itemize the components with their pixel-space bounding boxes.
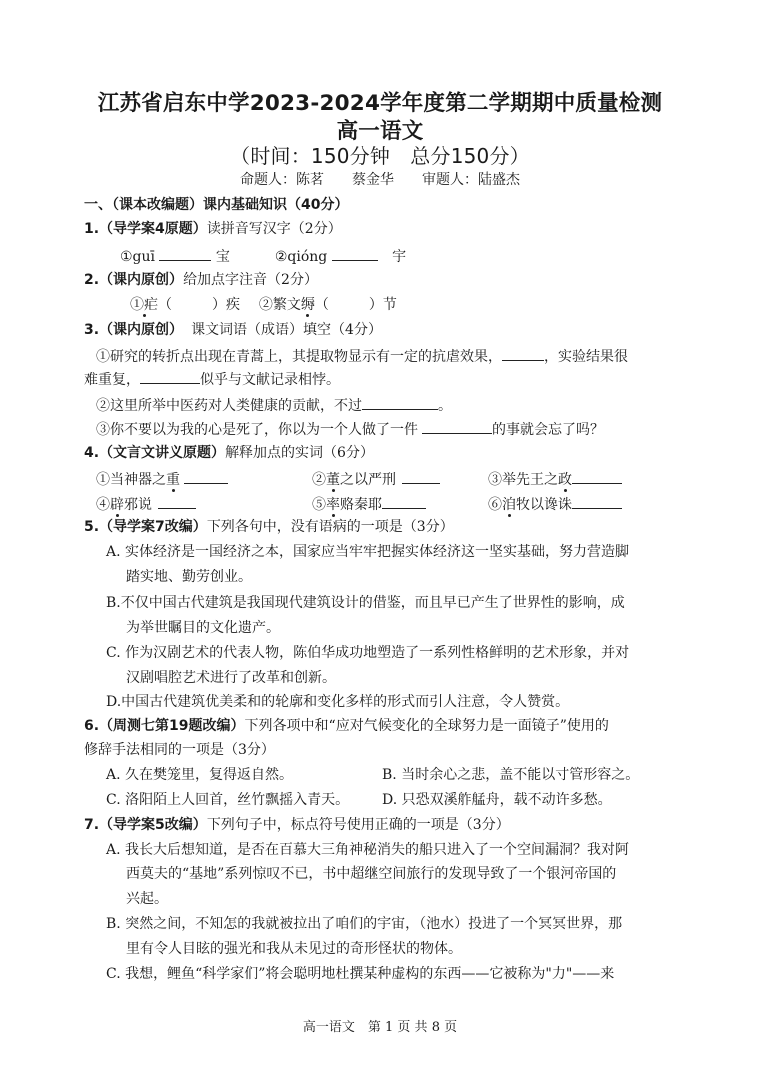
question-tag: 5.（导学案7改编） [84,519,207,535]
question-tag: 3.（课内原创） [84,322,184,338]
question-stem: 课文词语（成语）填空（4分） [191,322,382,338]
sentence-text: 的事就会忘了吗？ [492,422,604,438]
question-4-item [488,494,622,514]
question-4-item [312,494,426,514]
answer-blank[interactable] [140,369,200,384]
dotted-char: 重 [166,472,180,488]
option-a-cont: 兴起。 [126,891,168,907]
dotted-char: 辟 [110,497,124,513]
question-7 [84,816,510,834]
dotted-char: 董 [326,472,340,488]
question-2 [84,271,318,289]
question-1-items [120,246,406,266]
sentence-text: ③你不要以为我的心是死了，你以为一个人做了一件 [96,422,418,438]
word-text: ③举先王之 [488,472,558,488]
question-tag: 1.（导学案4原题） [84,221,207,237]
question-stem: 读拼音写汉字（2分） [206,221,342,237]
question-1 [84,220,342,238]
answer-blank[interactable] [402,469,440,484]
sentence-text: 似乎与文献记录相悖。 [200,372,340,388]
option-c: C. 我想，鲤鱼“科学家们”将会聪明地杜撰某种虚构的东西——它被称为"力"——来 [106,966,615,982]
option-b: B. 当时余心之悲，盖不能以寸管形容之。 [382,767,640,783]
option-a-cont: 西莫夫的“基地”系列惊叹不已，书中超继空间旅行的发现导致了一个银河帝国的 [126,866,617,882]
question-3-line [96,346,628,366]
option-c-cont: 汉剧唱腔艺术进行了改革和创新。 [126,670,336,686]
answer-blank[interactable] [382,494,426,509]
sentence-text: ，实验结果很 [544,349,628,365]
question-stem: 解释加点的实词（6分） [225,445,374,461]
answer-blank[interactable] [362,395,438,410]
question-stem: 下列各项中和“应对气候变化的全球努力是一面镜子”使用的 [244,718,609,734]
pinyin-1: ①guī [120,249,156,265]
question-stem: 给加点字注音（2分） [183,272,318,288]
question-3-line [96,395,452,415]
question-stem: 下列句子中，标点符号使用正确的一项是（3分） [206,817,510,833]
answer-blank[interactable] [159,246,211,261]
option-c: C. 作为汉剧艺术的代表人物，陈伯华成功地塑造了一系列性格鲜明的艺术形象，并对 [106,645,630,661]
sentence-text: ①研究的转折点出现在青蒿上，其提取物显示有一定的抗虐效果， [96,349,502,365]
question-4-item [488,469,622,489]
sentence-text: 。 [438,398,452,414]
option-c: C. 洛阳陌上人回首，丝竹飘摇入青天。 [106,792,350,808]
word-text: ④ [96,497,110,513]
option-a-cont: 踏实地、勤劳创业。 [126,569,252,585]
exam-subject: 高一语文 [336,119,424,144]
question-3-line [96,419,604,439]
question-6 [84,717,609,735]
word-text: ② [312,472,326,488]
option-d: D.中国古代建筑优美柔和的轮廓和变化多样的形式而引人注意，令人赞赏。 [106,694,570,710]
answer-blank[interactable] [572,469,622,484]
sentence-text: 难重复， [84,372,140,388]
answer-blank[interactable] [158,494,196,509]
dotted-char: ①疟 [130,297,158,313]
question-3 [84,321,382,339]
question-2-items [130,296,397,314]
char-1: 宝 [215,249,230,265]
option-a: A. 实体经济是一国经济之本，国家应当牢牢把握实体经济这一坚实基础，努力营造脚 [106,544,630,560]
question-tag: 6.（周测七第19题改编） [84,718,245,734]
question-4-item [96,469,228,489]
exam-authors: 命题人：陈茗 蔡金华 审题人：陆盛杰 [240,172,520,188]
dotted-char: 政 [558,472,572,488]
answer-blank[interactable] [184,469,228,484]
word-text: ⑤ [312,497,326,513]
word-text: 之以严刑 [340,472,396,488]
question-3-line [84,369,340,389]
option-d: D. 只恐双溪舴艋舟，载不动许多愁。 [382,792,612,808]
question-stem: 下列各句中，没有语病的一项是（3分） [206,519,454,535]
char-2: 宇 [392,249,407,265]
word-text: ①当神器之 [96,472,166,488]
section-heading: 一、（课本改编题）课内基础知识（40分） [84,197,349,213]
word-text: 赂秦耶 [340,497,382,513]
option-b-cont: 为举世瞩目的文化遗产。 [126,620,280,636]
exam-time-score: （时间：150分钟 总分150分） [230,144,530,168]
option-b: B.不仅中国古代建筑是我国现代建筑设计的借鉴，而且早已产生了世界性的影响，成 [106,595,625,611]
paren: （ [314,297,329,313]
dotted-char: 率 [326,497,340,513]
word-text: 邪说 [124,497,152,513]
paren: ）节 [368,297,397,313]
question-tag: 4.（文言文讲义原题） [84,445,226,461]
paren: （ [158,297,172,313]
paren: ）疾 [212,297,240,313]
option-b: B. 突然之间，不知怎的我就被拉出了咱们的宇宙，（池水）投进了一个冥冥世界，那 [106,916,623,932]
sentence-text: ②这里所举中医药对人类健康的贡献，不过 [96,398,362,414]
question-5 [84,518,454,536]
answer-blank[interactable] [332,246,378,261]
dotted-char: 缛 [300,297,315,313]
question-4-item [312,469,440,489]
answer-blank[interactable] [422,419,492,434]
word-prefix: ②繁文 [258,297,301,313]
option-a: A. 久在樊笼里，复得返自然。 [106,767,294,783]
question-4-item [96,494,196,514]
dotted-char: 洎 [502,497,516,513]
page-footer: 高一语文 第 1 页 共 8 页 [302,1020,458,1035]
option-a: A. 我长大后想知道，是否在百慕大三角神秘消失的船只进入了一个空间漏洞？我对阿 [106,842,630,858]
word-text: 牧以谗诛 [516,497,572,513]
option-b-cont: 里有令人目眩的强光和我从未见过的奇形怪状的物体。 [126,941,462,957]
question-6-stem-cont: 修辞手法相同的一项是（3分） [84,742,275,758]
question-tag: 7.（导学案5改编） [84,817,207,833]
question-tag: 2.（课内原创） [84,272,184,288]
exam-title: 江苏省启东中学2023-2024学年度第二学期期中质量检测 [97,91,663,116]
answer-blank[interactable] [572,494,622,509]
word-text: ⑥ [488,497,502,513]
question-4 [84,444,374,462]
answer-blank[interactable] [502,346,544,361]
pinyin-2: ②qióng [274,249,328,265]
